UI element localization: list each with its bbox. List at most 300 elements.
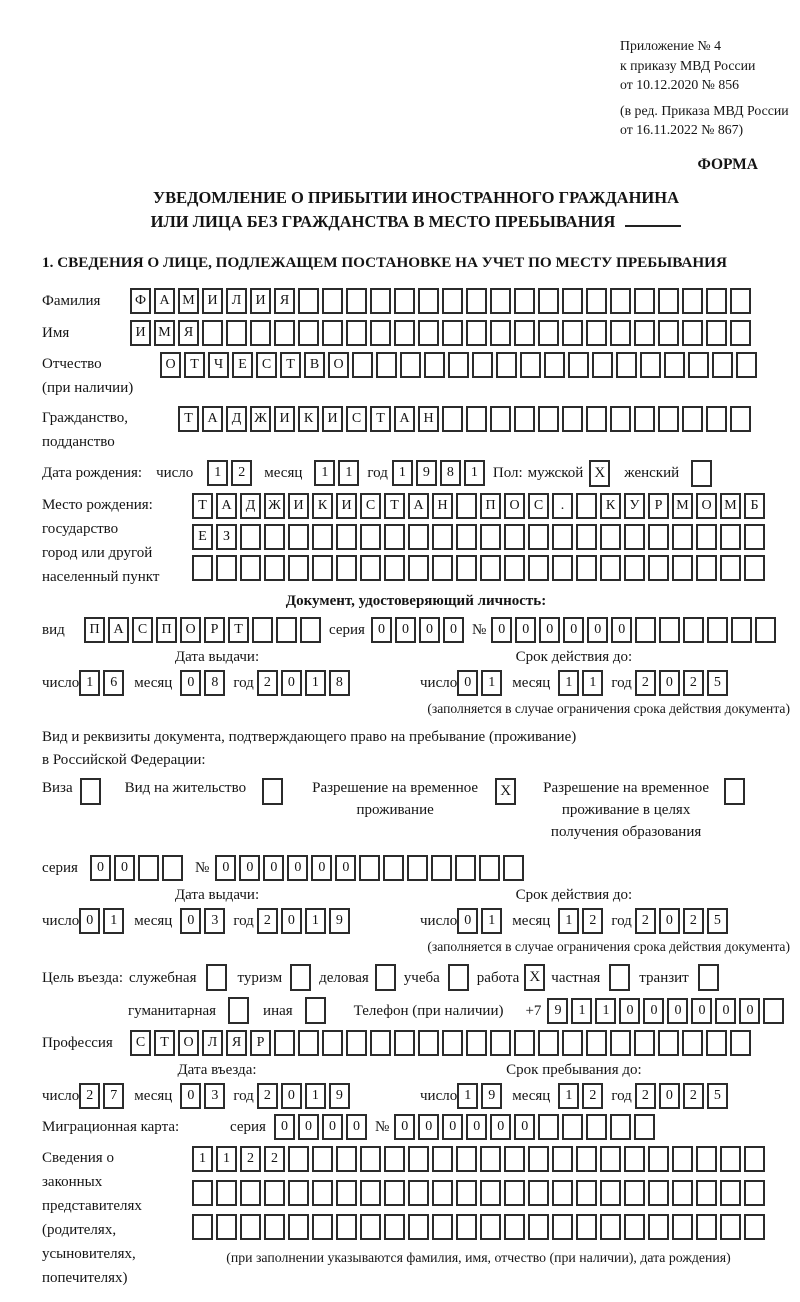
char-box[interactable]: 8	[329, 670, 350, 696]
char-box[interactable]	[514, 1030, 535, 1056]
char-box[interactable]: И	[322, 406, 343, 432]
char-box[interactable]	[288, 555, 309, 581]
char-box[interactable]	[514, 406, 535, 432]
char-box[interactable]: Ж	[250, 406, 271, 432]
char-box[interactable]: 0	[490, 1114, 511, 1140]
char-box[interactable]	[418, 288, 439, 314]
char-box[interactable]	[744, 555, 765, 581]
char-box[interactable]	[442, 1030, 463, 1056]
char-box[interactable]: 0	[395, 617, 416, 643]
char-box[interactable]	[466, 406, 487, 432]
char-box[interactable]: О	[178, 1030, 199, 1056]
char-box[interactable]: 0	[263, 855, 284, 881]
char-box[interactable]: 2	[79, 1083, 100, 1109]
char-box[interactable]: А	[154, 288, 175, 314]
char-box[interactable]	[394, 320, 415, 346]
char-box[interactable]: 1	[338, 460, 359, 486]
char-box[interactable]: 2	[683, 670, 704, 696]
char-box[interactable]: Ч	[208, 352, 229, 378]
char-box[interactable]: 9	[329, 908, 350, 934]
char-box[interactable]: 0	[281, 908, 302, 934]
char-box[interactable]: 1	[392, 460, 413, 486]
purpose-tourism-checkbox[interactable]	[290, 964, 311, 991]
char-box[interactable]	[552, 524, 573, 550]
char-box[interactable]: М	[720, 493, 741, 519]
char-box[interactable]	[552, 1146, 573, 1172]
char-box[interactable]	[640, 352, 661, 378]
char-box[interactable]: 2	[582, 908, 603, 934]
char-box[interactable]	[538, 1030, 559, 1056]
char-box[interactable]	[352, 352, 373, 378]
char-box[interactable]: 0	[715, 998, 736, 1024]
char-box[interactable]	[408, 1146, 429, 1172]
char-box[interactable]	[431, 855, 452, 881]
char-box[interactable]	[730, 1030, 751, 1056]
char-box[interactable]	[658, 288, 679, 314]
char-box[interactable]: 0	[346, 1114, 367, 1140]
purpose-humanitarian-checkbox[interactable]	[228, 997, 249, 1024]
char-box[interactable]: 0	[457, 670, 478, 696]
char-box[interactable]: Р	[648, 493, 669, 519]
char-box[interactable]: 0	[457, 908, 478, 934]
char-box[interactable]	[658, 320, 679, 346]
char-box[interactable]	[610, 406, 631, 432]
char-box[interactable]: Д	[240, 493, 261, 519]
char-box[interactable]	[552, 1214, 573, 1240]
char-box[interactable]	[408, 1214, 429, 1240]
char-box[interactable]	[720, 1180, 741, 1206]
char-box[interactable]	[635, 617, 656, 643]
char-box[interactable]	[490, 1030, 511, 1056]
char-box[interactable]	[562, 288, 583, 314]
char-box[interactable]	[408, 524, 429, 550]
char-box[interactable]	[562, 1030, 583, 1056]
char-box[interactable]: 0	[79, 908, 100, 934]
char-box[interactable]: 7	[103, 1083, 124, 1109]
char-box[interactable]	[562, 320, 583, 346]
char-box[interactable]	[586, 406, 607, 432]
char-box[interactable]: А	[394, 406, 415, 432]
char-box[interactable]: 5	[707, 1083, 728, 1109]
char-box[interactable]: Ж	[264, 493, 285, 519]
char-box[interactable]: С	[360, 493, 381, 519]
char-box[interactable]	[360, 1146, 381, 1172]
char-box[interactable]: 0	[298, 1114, 319, 1140]
char-box[interactable]: 2	[257, 908, 278, 934]
char-box[interactable]: 0	[659, 1083, 680, 1109]
char-box[interactable]: А	[408, 493, 429, 519]
char-box[interactable]: Н	[418, 406, 439, 432]
char-box[interactable]: 1	[571, 998, 592, 1024]
char-box[interactable]	[407, 855, 428, 881]
char-box[interactable]: 5	[707, 908, 728, 934]
char-box[interactable]	[664, 352, 685, 378]
char-box[interactable]	[370, 1030, 391, 1056]
char-box[interactable]	[658, 406, 679, 432]
char-box[interactable]	[432, 1214, 453, 1240]
char-box[interactable]: Т	[184, 352, 205, 378]
purpose-business-checkbox[interactable]	[375, 964, 396, 991]
char-box[interactable]	[520, 352, 541, 378]
char-box[interactable]	[720, 1214, 741, 1240]
char-box[interactable]: 1	[464, 460, 485, 486]
char-box[interactable]	[682, 320, 703, 346]
char-box[interactable]	[538, 406, 559, 432]
char-box[interactable]	[648, 1146, 669, 1172]
char-box[interactable]	[600, 555, 621, 581]
char-box[interactable]	[226, 320, 247, 346]
char-box[interactable]	[490, 288, 511, 314]
char-box[interactable]	[312, 524, 333, 550]
char-box[interactable]	[442, 320, 463, 346]
char-box[interactable]	[240, 1180, 261, 1206]
char-box[interactable]: 0	[515, 617, 536, 643]
char-box[interactable]: 2	[635, 908, 656, 934]
char-box[interactable]: 0	[371, 617, 392, 643]
purpose-transit-checkbox[interactable]	[698, 964, 719, 991]
char-box[interactable]	[384, 1214, 405, 1240]
char-box[interactable]	[384, 1180, 405, 1206]
char-box[interactable]	[730, 288, 751, 314]
char-box[interactable]	[394, 288, 415, 314]
char-box[interactable]: О	[160, 352, 181, 378]
char-box[interactable]	[448, 352, 469, 378]
char-box[interactable]	[312, 1146, 333, 1172]
char-box[interactable]: 0	[539, 617, 560, 643]
char-box[interactable]	[504, 1180, 525, 1206]
char-box[interactable]	[672, 1180, 693, 1206]
char-box[interactable]	[648, 1214, 669, 1240]
purpose-work-checkbox[interactable]: X	[524, 964, 545, 991]
char-box[interactable]	[562, 1114, 583, 1140]
char-box[interactable]	[346, 1030, 367, 1056]
char-box[interactable]	[466, 320, 487, 346]
char-box[interactable]: 0	[180, 1083, 201, 1109]
char-box[interactable]: 1	[216, 1146, 237, 1172]
char-box[interactable]	[688, 352, 709, 378]
char-box[interactable]: 0	[491, 617, 512, 643]
char-box[interactable]	[442, 406, 463, 432]
char-box[interactable]	[138, 855, 159, 881]
char-box[interactable]	[480, 1214, 501, 1240]
char-box[interactable]	[562, 406, 583, 432]
char-box[interactable]	[610, 1030, 631, 1056]
char-box[interactable]	[610, 288, 631, 314]
char-box[interactable]	[672, 524, 693, 550]
char-box[interactable]	[360, 524, 381, 550]
char-box[interactable]	[216, 1214, 237, 1240]
char-box[interactable]	[659, 617, 680, 643]
char-box[interactable]: 2	[582, 1083, 603, 1109]
char-box[interactable]	[624, 1214, 645, 1240]
char-box[interactable]: 0	[443, 617, 464, 643]
char-box[interactable]	[634, 320, 655, 346]
char-box[interactable]	[359, 855, 380, 881]
char-box[interactable]: 0	[739, 998, 760, 1024]
char-box[interactable]	[455, 855, 476, 881]
char-box[interactable]	[192, 555, 213, 581]
char-box[interactable]	[376, 352, 397, 378]
char-box[interactable]	[360, 1214, 381, 1240]
char-box[interactable]: И	[130, 320, 151, 346]
char-box[interactable]	[480, 1146, 501, 1172]
char-box[interactable]	[252, 617, 273, 643]
char-box[interactable]	[600, 1180, 621, 1206]
char-box[interactable]: 0	[311, 855, 332, 881]
char-box[interactable]	[276, 617, 297, 643]
char-box[interactable]: 1	[481, 670, 502, 696]
char-box[interactable]	[394, 1030, 415, 1056]
char-box[interactable]: Р	[204, 617, 225, 643]
char-box[interactable]	[712, 352, 733, 378]
char-box[interactable]: 3	[204, 908, 225, 934]
char-box[interactable]: 0	[643, 998, 664, 1024]
char-box[interactable]	[528, 1214, 549, 1240]
char-box[interactable]: 0	[90, 855, 111, 881]
char-box[interactable]	[544, 352, 565, 378]
char-box[interactable]	[755, 617, 776, 643]
char-box[interactable]: Л	[226, 288, 247, 314]
char-box[interactable]	[288, 1214, 309, 1240]
char-box[interactable]	[383, 855, 404, 881]
char-box[interactable]	[504, 524, 525, 550]
char-box[interactable]: О	[328, 352, 349, 378]
char-box[interactable]: 2	[683, 1083, 704, 1109]
char-box[interactable]: 1	[103, 908, 124, 934]
char-box[interactable]: 0	[563, 617, 584, 643]
purpose-private-checkbox[interactable]	[609, 964, 630, 991]
char-box[interactable]	[264, 1180, 285, 1206]
char-box[interactable]: 2	[264, 1146, 285, 1172]
char-box[interactable]	[672, 555, 693, 581]
char-box[interactable]	[456, 1146, 477, 1172]
char-box[interactable]	[336, 524, 357, 550]
char-box[interactable]: Я	[178, 320, 199, 346]
char-box[interactable]	[456, 493, 477, 519]
char-box[interactable]	[336, 1180, 357, 1206]
char-box[interactable]	[466, 288, 487, 314]
char-box[interactable]: 1	[314, 460, 335, 486]
char-box[interactable]	[240, 1214, 261, 1240]
char-box[interactable]	[312, 555, 333, 581]
char-box[interactable]	[432, 555, 453, 581]
char-box[interactable]	[274, 1030, 295, 1056]
char-box[interactable]	[736, 352, 757, 378]
char-box[interactable]	[322, 1030, 343, 1056]
char-box[interactable]	[504, 1214, 525, 1240]
char-box[interactable]	[288, 1180, 309, 1206]
char-box[interactable]	[576, 555, 597, 581]
char-box[interactable]: Е	[192, 524, 213, 550]
char-box[interactable]	[624, 1180, 645, 1206]
char-box[interactable]	[346, 288, 367, 314]
char-box[interactable]: Д	[226, 406, 247, 432]
char-box[interactable]: 0	[667, 998, 688, 1024]
char-box[interactable]	[312, 1180, 333, 1206]
char-box[interactable]	[264, 555, 285, 581]
char-box[interactable]: С	[346, 406, 367, 432]
char-box[interactable]	[634, 1030, 655, 1056]
temp-residence-edu-checkbox[interactable]	[724, 778, 745, 805]
char-box[interactable]	[552, 555, 573, 581]
char-box[interactable]	[384, 524, 405, 550]
char-box[interactable]	[634, 406, 655, 432]
char-box[interactable]	[192, 1180, 213, 1206]
char-box[interactable]: А	[108, 617, 129, 643]
char-box[interactable]: 0	[619, 998, 640, 1024]
char-box[interactable]: 5	[707, 670, 728, 696]
char-box[interactable]: И	[336, 493, 357, 519]
char-box[interactable]: 0	[659, 670, 680, 696]
char-box[interactable]	[400, 352, 421, 378]
char-box[interactable]: П	[84, 617, 105, 643]
char-box[interactable]	[288, 1146, 309, 1172]
char-box[interactable]	[731, 617, 752, 643]
char-box[interactable]: З	[216, 524, 237, 550]
char-box[interactable]	[496, 352, 517, 378]
purpose-study-checkbox[interactable]	[448, 964, 469, 991]
char-box[interactable]	[346, 320, 367, 346]
char-box[interactable]	[424, 352, 445, 378]
char-box[interactable]: .	[552, 493, 573, 519]
temp-residence-checkbox[interactable]: X	[495, 778, 516, 805]
char-box[interactable]: 1	[305, 670, 326, 696]
visa-checkbox[interactable]	[80, 778, 101, 805]
char-box[interactable]: 1	[79, 670, 100, 696]
char-box[interactable]	[514, 320, 535, 346]
char-box[interactable]: С	[528, 493, 549, 519]
char-box[interactable]: 0	[281, 670, 302, 696]
char-box[interactable]: 8	[440, 460, 461, 486]
char-box[interactable]	[442, 288, 463, 314]
char-box[interactable]: И	[202, 288, 223, 314]
char-box[interactable]	[298, 320, 319, 346]
char-box[interactable]: 1	[207, 460, 228, 486]
char-box[interactable]	[432, 524, 453, 550]
char-box[interactable]: Т	[384, 493, 405, 519]
char-box[interactable]	[538, 1114, 559, 1140]
char-box[interactable]	[240, 555, 261, 581]
char-box[interactable]	[456, 524, 477, 550]
char-box[interactable]: 0	[274, 1114, 295, 1140]
char-box[interactable]: Т	[280, 352, 301, 378]
char-box[interactable]	[672, 1214, 693, 1240]
char-box[interactable]: 0	[691, 998, 712, 1024]
char-box[interactable]	[576, 1180, 597, 1206]
char-box[interactable]	[720, 555, 741, 581]
char-box[interactable]	[730, 320, 751, 346]
char-box[interactable]: 0	[114, 855, 135, 881]
char-box[interactable]	[576, 1146, 597, 1172]
char-box[interactable]: 0	[322, 1114, 343, 1140]
char-box[interactable]	[240, 524, 261, 550]
char-box[interactable]: 1	[305, 908, 326, 934]
char-box[interactable]: 0	[215, 855, 236, 881]
char-box[interactable]	[370, 320, 391, 346]
char-box[interactable]	[682, 406, 703, 432]
char-box[interactable]: М	[178, 288, 199, 314]
char-box[interactable]: 9	[547, 998, 568, 1024]
char-box[interactable]	[432, 1146, 453, 1172]
char-box[interactable]: 9	[329, 1083, 350, 1109]
char-box[interactable]: П	[156, 617, 177, 643]
char-box[interactable]: 2	[231, 460, 252, 486]
char-box[interactable]: 1	[558, 1083, 579, 1109]
char-box[interactable]	[744, 524, 765, 550]
char-box[interactable]	[648, 524, 669, 550]
char-box[interactable]	[300, 617, 321, 643]
sex-female-checkbox[interactable]	[691, 460, 712, 487]
char-box[interactable]: 2	[257, 670, 278, 696]
char-box[interactable]	[624, 524, 645, 550]
char-box[interactable]: К	[600, 493, 621, 519]
char-box[interactable]	[418, 1030, 439, 1056]
char-box[interactable]: Т	[192, 493, 213, 519]
char-box[interactable]: 0	[180, 908, 201, 934]
char-box[interactable]	[408, 555, 429, 581]
char-box[interactable]	[696, 1180, 717, 1206]
char-box[interactable]	[600, 1146, 621, 1172]
char-box[interactable]: С	[256, 352, 277, 378]
char-box[interactable]	[480, 524, 501, 550]
char-box[interactable]	[568, 352, 589, 378]
char-box[interactable]	[504, 555, 525, 581]
char-box[interactable]	[360, 555, 381, 581]
char-box[interactable]: К	[312, 493, 333, 519]
char-box[interactable]	[672, 1146, 693, 1172]
char-box[interactable]	[720, 524, 741, 550]
char-box[interactable]	[592, 352, 613, 378]
char-box[interactable]: А	[216, 493, 237, 519]
char-box[interactable]: Л	[202, 1030, 223, 1056]
char-box[interactable]	[250, 320, 271, 346]
char-box[interactable]	[616, 352, 637, 378]
char-box[interactable]	[216, 555, 237, 581]
char-box[interactable]	[706, 1030, 727, 1056]
char-box[interactable]: 1	[558, 908, 579, 934]
char-box[interactable]	[586, 1114, 607, 1140]
char-box[interactable]: 2	[635, 670, 656, 696]
char-box[interactable]: 1	[558, 670, 579, 696]
char-box[interactable]: 8	[204, 670, 225, 696]
char-box[interactable]: У	[624, 493, 645, 519]
char-box[interactable]: 0	[335, 855, 356, 881]
char-box[interactable]: Я	[226, 1030, 247, 1056]
char-box[interactable]: 0	[419, 617, 440, 643]
char-box[interactable]	[456, 555, 477, 581]
char-box[interactable]: Р	[250, 1030, 271, 1056]
char-box[interactable]	[202, 320, 223, 346]
char-box[interactable]: 0	[180, 670, 201, 696]
char-box[interactable]	[610, 320, 631, 346]
char-box[interactable]	[538, 288, 559, 314]
char-box[interactable]	[576, 524, 597, 550]
char-box[interactable]	[384, 1146, 405, 1172]
char-box[interactable]	[162, 855, 183, 881]
char-box[interactable]: Ф	[130, 288, 151, 314]
char-box[interactable]	[634, 1114, 655, 1140]
char-box[interactable]	[298, 1030, 319, 1056]
char-box[interactable]: 0	[281, 1083, 302, 1109]
char-box[interactable]: В	[304, 352, 325, 378]
char-box[interactable]: 2	[240, 1146, 261, 1172]
char-box[interactable]	[696, 524, 717, 550]
char-box[interactable]: 0	[611, 617, 632, 643]
char-box[interactable]	[336, 1214, 357, 1240]
char-box[interactable]: С	[130, 1030, 151, 1056]
char-box[interactable]	[696, 1146, 717, 1172]
char-box[interactable]	[648, 1180, 669, 1206]
